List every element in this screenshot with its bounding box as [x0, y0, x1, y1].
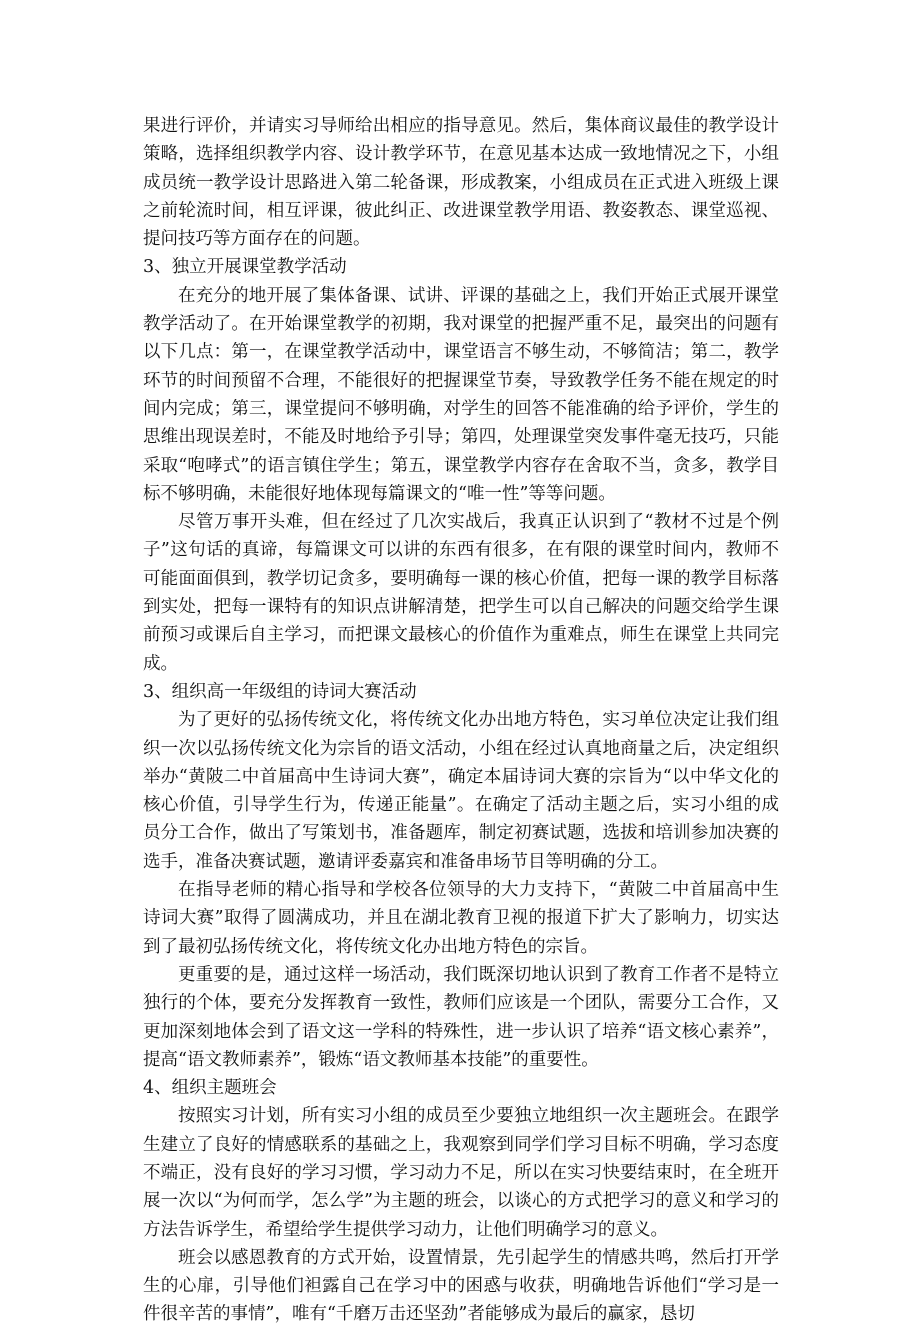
paragraph-contest-success: 在指导老师的精心指导和学校各位领导的大力支持下，“黄陂二中首届高中生诗词大赛”取得了圆满成功，并且在湖北教育卫视的报道下扩大了影响力，切实达到了最初弘扬传统文化，将传统文化办出地方特色的宗旨。 [143, 880, 779, 957]
section-heading-independent-teaching: 3、独立开展课堂教学活动 [143, 257, 347, 278]
section-heading-poetry-contest: 3、组织高一年级组的诗词大赛活动 [143, 681, 417, 702]
paragraph-class-meeting-process: 班会以感恩教育的方式开始，设置情景，先引起学生的情感共鸣，然后打开学生的心扉，引导他们袒露自己在学习中的困惑与收获，明确地告诉他们“学习是一件很辛苦的事情”，唯有“千磨万击还坚劲”者能够成为最后的赢家，恳切 [143, 1247, 779, 1325]
paragraph-contest-organization: 为了更好的弘扬传统文化，将传统文化办出地方特色，实习单位决定让我们组织一次以弘扬传统文化为宗旨的语文活动，小组在经过认真地商量之后，决定组织举办“黄陂二中首届高中生诗词大赛”，确定本届诗词大赛的宗旨为“以中华文化的核心价值，引导学生行为，传递正能量”。在确定了活动主题之后，实习小组的成员分工合作，做出了写策划书，准备题库，制定初赛试题，选拔和培训参加决赛的选手，准备决赛试题，邀请评委嘉宾和准备串场节目等明确的分工。 [143, 710, 779, 872]
paragraph-contest-lessons: 更重要的是，通过这样一场活动，我们既深切地认识到了教育工作者不是特立独行的个体，要充分发挥教育一致性，教师们应该是一个团队，需要分工合作，又更加深刻地体会到了语文这一学科的特殊性，进一步认识了培养“语文核心素养”，提高“语文教师素养”，锻炼“语文教师基本技能”的重要性。 [143, 964, 779, 1070]
paragraph-teaching-problems: 在充分的地开展了集体备课、试讲、评课的基础之上，我们开始正式展开课堂教学活动了。在开始课堂教学的初期，我对课堂的把握严重不足，最突出的问题有以下几点：第一，在课堂教学活动中，课堂语言不够生动，不够简洁；第二，教学环节的时间预留不合理，不能很好的把握课堂节奏，导致教学任务不能在规定的时间内完成；第三，课堂提问不够明确，对学生的回答不能准确的给予评价，学生的思维出现误差时，不能及时地给予引导；第四，处理课堂突发事件毫无技巧，只能采取“咆哮式”的语言镇住学生；第五，课堂教学内容存在舍取不当，贪多，教学目标不够明确，未能很好地体现每篇课文的“唯一性”等等问题。 [143, 285, 779, 504]
paragraph-continuation: 果进行评价，并请实习导师给出相应的指导意见。然后，集体商议最佳的教学设计策略，选择组织教学内容、设计教学环节，在意见基本达成一致地情况之下，小组成员统一教学设计思路进入第二轮备课，形成教案，小组成员在正式进入班级上课之前轮流时间，相互评课，彼此纠正、改进课堂教学用语、教姿教态、课堂巡视、提问技巧等方面存在的问题。 [143, 116, 779, 250]
paragraph-teaching-reflection: 尽管万事开头难，但在经过了几次实战后，我真正认识到了“教材不过是个例子”这句话的真谛，每篇课文可以讲的东西有很多，在有限的课堂时间内，教师不可能面面俱到，教学切记贪多，要明确每一课的核心价值，把每一课的教学目标落到实处，把每一课特有的知识点讲解清楚，把学生可以自己解决的问题交给学生课前预习或课后自主学习，而把课文最核心的价值作为重难点，师生在课堂上共同完成。 [143, 512, 779, 674]
paragraph-class-meeting-plan: 按照实习计划，所有实习小组的成员至少要独立地组织一次主题班会。在跟学生建立了良好的情感联系的基础之上，我观察到同学们学习目标不明确，学习态度不端正，没有良好的学习习惯，学习动力不足，所以在实习快要结束时，在全班开展一次以“为何而学，怎么学”为主题的班会，以谈心的方式把学习的意义和学习的方法告诉学生，希望给学生提供学习动力，让他们明确学习的意义。 [143, 1106, 779, 1240]
document-page [143, 112, 779, 1329]
section-heading-class-meeting: 4、组织主题班会 [143, 1078, 277, 1099]
